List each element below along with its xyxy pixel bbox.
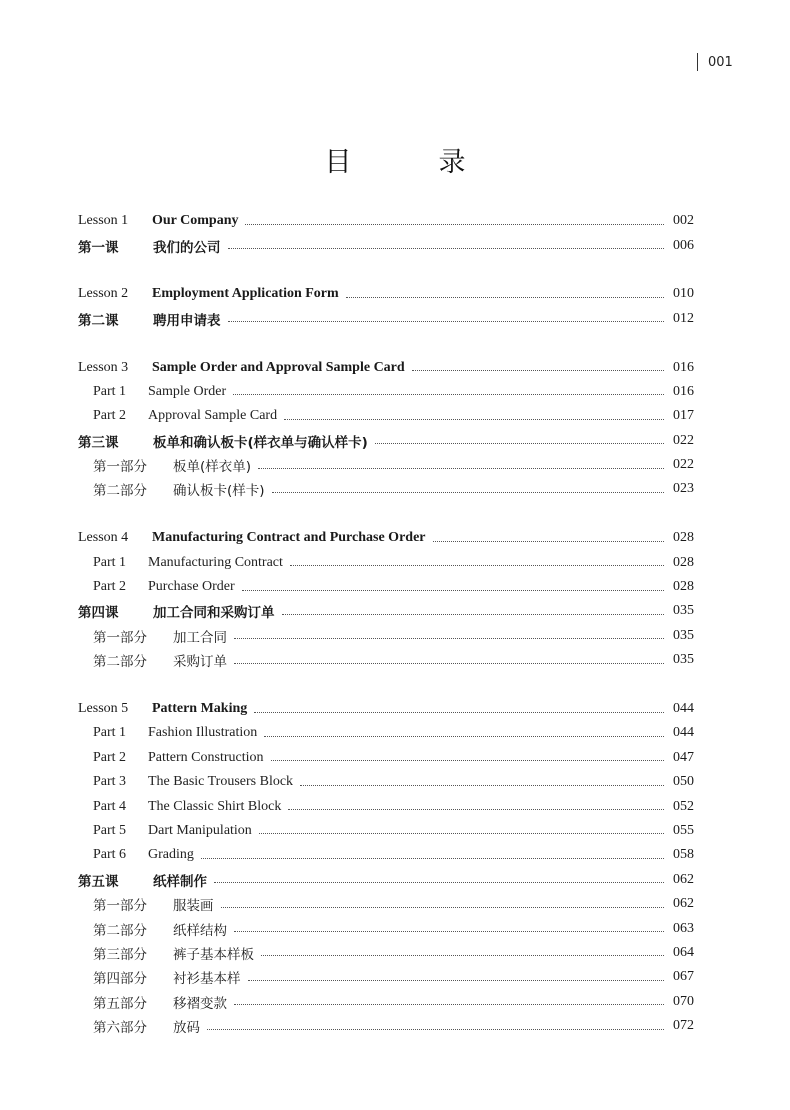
toc-entry[interactable] bbox=[78, 819, 694, 843]
toc-entry[interactable] bbox=[78, 624, 694, 648]
toc-entry[interactable] bbox=[78, 843, 694, 867]
toc-entry-page: 063 bbox=[673, 920, 694, 936]
toc-entry-label bbox=[93, 579, 235, 595]
toc-entry-title: 确认板卡(样卡) bbox=[173, 483, 265, 500]
toc-entry-number: Part 2 bbox=[93, 408, 127, 424]
toc-entry-page: 006 bbox=[673, 237, 694, 253]
toc-entry-label bbox=[93, 555, 283, 571]
toc-entry-number: 第四部分 bbox=[93, 971, 147, 988]
toc-entry-label bbox=[93, 992, 227, 1012]
toc-entry-number: 第一课 bbox=[78, 239, 119, 256]
toc-entry-label bbox=[78, 309, 221, 329]
toc-entry-label bbox=[93, 823, 252, 839]
page-number-divider bbox=[697, 53, 698, 71]
toc-entry-number: Lesson 4 bbox=[78, 530, 129, 546]
dot-leader bbox=[412, 370, 664, 371]
toc-entry-number: 第一部分 bbox=[93, 898, 147, 915]
toc-entry-page: 070 bbox=[673, 993, 694, 1009]
toc-entry[interactable] bbox=[78, 770, 694, 794]
toc-entry-number: Lesson 2 bbox=[78, 286, 129, 302]
table-of-contents bbox=[78, 209, 694, 1038]
dot-leader bbox=[259, 833, 664, 834]
toc-entry-number: 第二部分 bbox=[93, 922, 147, 939]
toc-entry-number: Lesson 1 bbox=[78, 213, 129, 229]
toc-entry-page: 010 bbox=[673, 286, 694, 302]
toc-entry-label bbox=[93, 750, 264, 766]
toc-entry[interactable] bbox=[78, 892, 694, 916]
dot-leader bbox=[214, 882, 664, 883]
toc-entry[interactable] bbox=[78, 355, 694, 379]
dot-leader bbox=[346, 297, 664, 298]
toc-entry[interactable] bbox=[78, 916, 694, 940]
toc-entry-page: 062 bbox=[673, 871, 694, 887]
toc-entry-number: Part 1 bbox=[93, 383, 127, 399]
toc-entry-label bbox=[93, 943, 254, 963]
toc-entry-label bbox=[78, 213, 238, 229]
toc-entry-title: Manufacturing Contract bbox=[148, 554, 283, 570]
toc-entry-number: Part 3 bbox=[93, 774, 127, 790]
toc-entry-label bbox=[93, 1016, 200, 1036]
dot-leader bbox=[234, 663, 664, 664]
toc-entry-label bbox=[78, 601, 275, 621]
toc-entry-title: 服装画 bbox=[173, 898, 214, 915]
dot-leader bbox=[234, 931, 664, 932]
toc-entry-number: 第三部分 bbox=[93, 946, 147, 963]
toc-entry-number: 第二部分 bbox=[93, 483, 147, 500]
toc-entry-page: 067 bbox=[673, 969, 694, 985]
toc-entry-label bbox=[78, 236, 221, 256]
toc-entry-number: Part 1 bbox=[93, 725, 127, 741]
dot-leader bbox=[300, 785, 664, 786]
dot-leader bbox=[242, 590, 664, 591]
page-header bbox=[697, 53, 733, 71]
toc-entry-page: 047 bbox=[673, 749, 694, 765]
toc-entry-label bbox=[93, 408, 277, 424]
dot-leader bbox=[234, 638, 664, 639]
toc-entry[interactable] bbox=[78, 575, 694, 599]
toc-entry-number: Part 2 bbox=[93, 579, 127, 595]
toc-entry[interactable] bbox=[78, 941, 694, 965]
toc-entry-label bbox=[93, 919, 227, 939]
toc-entry-title: Grading bbox=[148, 847, 194, 863]
toc-entry-number: Part 2 bbox=[93, 749, 127, 765]
toc-entry-page: 072 bbox=[673, 1018, 694, 1034]
toc-entry-label bbox=[93, 725, 257, 741]
toc-entry-title: 放码 bbox=[173, 1020, 200, 1037]
toc-entry[interactable] bbox=[78, 599, 694, 623]
toc-entry-page: 064 bbox=[673, 944, 694, 960]
dot-leader bbox=[258, 468, 664, 469]
toc-entry[interactable] bbox=[78, 404, 694, 428]
toc-entry-label bbox=[93, 455, 251, 475]
toc-entry-title: Pattern Construction bbox=[148, 749, 264, 765]
toc-entry-page: 002 bbox=[673, 213, 694, 229]
dot-leader bbox=[201, 858, 664, 859]
toc-entry-number: Lesson 3 bbox=[78, 359, 129, 375]
toc-entry-label bbox=[78, 431, 368, 451]
toc-entry-label bbox=[93, 894, 214, 914]
toc-entry[interactable] bbox=[78, 282, 694, 306]
dot-leader bbox=[207, 1029, 664, 1030]
toc-entry-title: 加工合同 bbox=[173, 629, 227, 646]
toc-entry-number: Part 4 bbox=[93, 798, 127, 814]
toc-entry-title: Fashion Illustration bbox=[148, 725, 258, 741]
toc-entry-label bbox=[78, 530, 426, 546]
dot-leader bbox=[288, 809, 664, 810]
toc-entry-page: 016 bbox=[673, 359, 694, 375]
toc-entry-title: 聘用申请表 bbox=[153, 312, 221, 329]
dot-leader bbox=[284, 419, 664, 420]
toc-entry-number: Part 5 bbox=[93, 822, 127, 838]
toc-entry[interactable] bbox=[78, 697, 694, 721]
toc-entry-label bbox=[93, 799, 281, 815]
toc-entry-number: Part 6 bbox=[93, 847, 127, 863]
dot-leader bbox=[290, 565, 664, 566]
dot-leader bbox=[228, 321, 665, 322]
toc-entry-label bbox=[78, 870, 207, 890]
toc-entry-page: 052 bbox=[673, 798, 694, 814]
toc-entry-page: 035 bbox=[673, 603, 694, 619]
toc-entry-title: Approval Sample Card bbox=[148, 408, 278, 424]
dot-leader bbox=[261, 955, 664, 956]
toc-entry-number: 第二部分 bbox=[93, 654, 147, 671]
toc-entry[interactable] bbox=[78, 477, 694, 501]
toc-entry-label bbox=[93, 847, 194, 863]
toc-entry-label bbox=[78, 360, 405, 376]
toc-entry[interactable] bbox=[78, 453, 694, 477]
toc-entry-title: 衬衫基本样 bbox=[173, 971, 241, 988]
dot-leader bbox=[264, 736, 664, 737]
toc-entry[interactable] bbox=[78, 307, 694, 331]
toc-entry-page: 017 bbox=[673, 408, 694, 424]
toc-entry-title: Purchase Order bbox=[148, 579, 235, 595]
dot-leader bbox=[248, 980, 665, 981]
toc-entry-title: Sample Order bbox=[148, 383, 227, 399]
toc-entry[interactable] bbox=[78, 429, 694, 453]
toc-entry-number: 第二课 bbox=[78, 312, 119, 329]
toc-entry-title: 纸样结构 bbox=[173, 922, 227, 939]
toc-entry-title: Our Company bbox=[152, 213, 239, 229]
toc-entry-label bbox=[93, 626, 227, 646]
toc-entry-page: 023 bbox=[673, 481, 694, 497]
toc-entry-title: 移褶变款 bbox=[173, 995, 227, 1012]
toc-entry[interactable] bbox=[78, 990, 694, 1014]
toc-entry[interactable] bbox=[78, 550, 694, 574]
toc-entry-title: Manufacturing Contract and Purchase Order bbox=[152, 530, 426, 546]
dot-leader bbox=[245, 224, 664, 225]
toc-entry-page: 028 bbox=[673, 579, 694, 595]
toc-entry-title: Pattern Making bbox=[152, 701, 248, 716]
toc-entry-title: 纸样制作 bbox=[153, 873, 207, 890]
toc-entry-page: 035 bbox=[673, 627, 694, 643]
dot-leader bbox=[282, 614, 665, 615]
toc-entry[interactable] bbox=[78, 526, 694, 550]
toc-entry-label bbox=[93, 774, 293, 790]
toc-entry-label bbox=[93, 967, 241, 987]
toc-entry-number: 第一部分 bbox=[93, 459, 147, 476]
toc-entry[interactable] bbox=[78, 233, 694, 257]
toc-entry-page: 022 bbox=[673, 457, 694, 473]
toc-entry[interactable] bbox=[78, 794, 694, 818]
toc-entry-page: 044 bbox=[673, 725, 694, 741]
toc-entry-title: 板单和确认板卡(样衣单与确认样卡) bbox=[153, 434, 368, 451]
dot-leader bbox=[433, 541, 665, 542]
toc-entry-title: Dart Manipulation bbox=[148, 822, 252, 838]
dot-leader bbox=[375, 443, 664, 444]
toc-entry[interactable] bbox=[78, 746, 694, 770]
dot-leader bbox=[271, 760, 665, 761]
page-title: 目 录 bbox=[324, 147, 496, 178]
toc-entry[interactable] bbox=[78, 721, 694, 745]
dot-leader bbox=[234, 1004, 664, 1005]
toc-entry-title: 采购订单 bbox=[173, 654, 227, 671]
dot-leader bbox=[233, 394, 664, 395]
toc-entry-number: 第一部分 bbox=[93, 629, 147, 646]
toc-entry-label bbox=[93, 650, 227, 670]
toc-entry-title: Sample Order and Approval Sample Card bbox=[152, 359, 405, 375]
toc-entry-title: 加工合同和采购订单 bbox=[153, 605, 275, 622]
toc-entry-page: 058 bbox=[673, 847, 694, 863]
toc-entry-number: 第五课 bbox=[78, 873, 119, 890]
dot-leader bbox=[272, 492, 664, 493]
toc-entry-page: 062 bbox=[673, 896, 694, 912]
toc-entry-title: The Classic Shirt Block bbox=[148, 798, 282, 814]
toc-entry[interactable] bbox=[78, 868, 694, 892]
toc-entry-title: The Basic Trousers Block bbox=[148, 774, 294, 790]
toc-entry-number: 第六部分 bbox=[93, 1020, 147, 1037]
toc-entry-page: 055 bbox=[673, 822, 694, 838]
toc-entry-title: Employment Application Form bbox=[152, 286, 339, 302]
toc-entry-number: Part 1 bbox=[93, 554, 127, 570]
toc-entry-title: 板单(样衣单) bbox=[173, 459, 252, 476]
toc-entry-page: 022 bbox=[673, 432, 694, 448]
toc-entry-page: 050 bbox=[673, 774, 694, 790]
toc-entry-page: 035 bbox=[673, 652, 694, 668]
toc-entry-page: 012 bbox=[673, 310, 694, 326]
dot-leader bbox=[228, 248, 665, 249]
toc-entry[interactable] bbox=[78, 1014, 694, 1038]
toc-entry-page: 016 bbox=[673, 383, 694, 399]
toc-entry-title: 裤子基本样板 bbox=[173, 946, 254, 963]
toc-entry-label bbox=[78, 286, 339, 302]
toc-entry-page: 028 bbox=[673, 530, 694, 546]
toc-entry-label bbox=[78, 701, 247, 717]
toc-entry[interactable] bbox=[78, 209, 694, 233]
toc-entry-page: 044 bbox=[673, 701, 694, 716]
page-number: 001 bbox=[708, 54, 733, 70]
toc-entry-number: 第五部分 bbox=[93, 995, 147, 1012]
toc-entry-title: 我们的公司 bbox=[153, 239, 221, 256]
dot-leader bbox=[254, 712, 664, 713]
dot-leader bbox=[221, 907, 665, 908]
toc-entry-number: 第四课 bbox=[78, 605, 119, 622]
toc-entry[interactable] bbox=[78, 965, 694, 989]
toc-entry[interactable] bbox=[78, 380, 694, 404]
toc-entry-page: 028 bbox=[673, 554, 694, 570]
toc-entry[interactable] bbox=[78, 648, 694, 672]
toc-entry-label bbox=[93, 479, 265, 499]
toc-entry-label bbox=[93, 384, 226, 400]
toc-entry-number: 第三课 bbox=[78, 434, 119, 451]
toc-entry-number: Lesson 5 bbox=[78, 701, 129, 716]
